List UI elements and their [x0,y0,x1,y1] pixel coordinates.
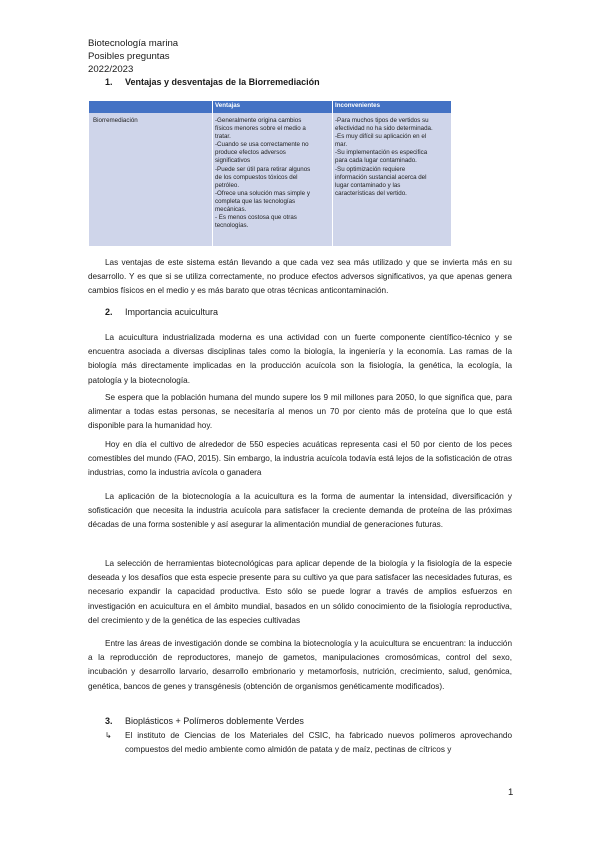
biorremediacion-table [88,100,452,247]
table-cell-ventajas: -Generalmente origina cambios físicos menores sobre el medio a tratar. -Cuando se usa correctamente no produce efectos adversos significativos -Puede ser útil para retirar algunos de los compuestos tóxicos del petróleo. -Ofrece una solución mas simple y completa que las tecnologías mecánicas. - Es menos costosa que otras tecnologías. [215,117,311,230]
paragraph-acuicultura-industrial: La acuicultura industrializada moderna es una actividad con un fuerte componente científico-técnico y se encuentra asociada a diversas disciplinas tales como la biología, la ingeniería y la economía. Las ramas de la biología más directamente implicadas en la producción acuícola son la fisiología, la genética, la ecología, la patología y la biotecnología. [88,333,512,385]
section-heading-1: 1. Ventajas y desventajas de la Biorremediación [105,77,320,87]
section-heading-3: 3. Bioplásticos + Polímeros doblemente Verdes [105,716,304,726]
table-header-ventajas: Ventajas [215,102,241,109]
paragraph-ventajas-sistema: Las ventajas de este sistema están llevando a que cada vez sea más utilizado y que se invierta más en su desarrollo. Y es que si se utiliza correctamente, no produce efectos adversos significativos, ya que apenas genera cambios físicos en el medio y es más barato que otras técnicas anticontaminación. [88,258,512,296]
paragraph-aplicacion-biotecnologia: La aplicación de la biotecnología a la acuicultura es la forma de aumentar la intensidad, diversificación y sofisticación que necesita la industria acuícola para satisfacer la creciente demanda de proteína de las próximas décadas de una forma sostenible y así asegurar la alimentación mundial de generaciones futuras. [88,492,512,530]
table-row-label: Biorremediación [93,117,138,124]
bullet-item-csic [105,729,512,757]
page-number: 1 [508,787,514,798]
academic-year: 2022/2023 [88,64,134,75]
paragraph-poblacion-mundial: Se espera que la población humana del mundo supere los 9 mil millones para 2050, lo que significa que, para alimentar a todas estas personas, se necesitaría al menos un 70 por ciento más de proteína que lo que está disponible para la humanidad hoy. [88,393,512,431]
table-cell-inconvenientes: -Para muchos tipos de vertidos su efectividad no ha sido determinada. -Es muy difícil su aplicación en el mar. -Su implementación es especifica para cada lugar contaminado. -Su optimización requiere información sustancial acerca del lugar contaminado y las características del vertido. [335,117,433,197]
arrow-bullet-icon: ↳ [105,731,112,740]
document-subtitle: Posibles preguntas [88,51,170,62]
bullet-text: El instituto de Ciencias de los Materiales del CSIC, ha fabricado nuevos polímeros aprovechando compuestos del medio ambiente como almidón de patata y de maíz, pectinas de cítricos y [125,731,512,755]
document-header [88,37,178,76]
section-heading-2: 2. Importancia acuicultura [105,307,219,317]
table-header-inconvenientes: Inconvenientes [335,102,381,109]
paragraph-especies-acuaticas: Hoy en día el cultivo de alrededor de 550 especies acuáticas representa casi el 50 por ciento de los peces comestibles del mundo (FAO, 2015). Sin embargo, la industria acuícola todavía está lejos de la sofisticación de otras industrias, como la industria avícola o ganadera [88,440,512,478]
paragraph-areas-investigacion: Entre las áreas de investigación donde se combina la biotecnología y la acuicultura se encuentran: la inducción a la reproducción de reproductores, manejo de gametos, manipulaciones cromosómicas, control del sexo, incubación y desarrollo larvario, desarrollo embrionario y metamorfosis, nutrición, crecimiento, salud, genómica, genética, bancos de genes y transgénesis (obtención de organismos genéticamente modificados). [88,639,512,691]
paragraph-seleccion-herramientas: La selección de herramientas biotecnológicas para aplicar depende de la biología y la fisiología de la especie deseada y los desafíos que esta especie presente para su cultivo ya que para satisfacer las necesidades futuras, es necesario expandir la capacidad productiva. Esto sólo se puede lograr a través de amplios esfuerzos en investigación en acuicultura en el ámbito mundial, basados en un sólido conocimiento de la fisiología reproductiva, del crecimiento y de la genética de las especies cultivadas [88,559,512,625]
course-title: Biotecnología marina [88,38,179,49]
